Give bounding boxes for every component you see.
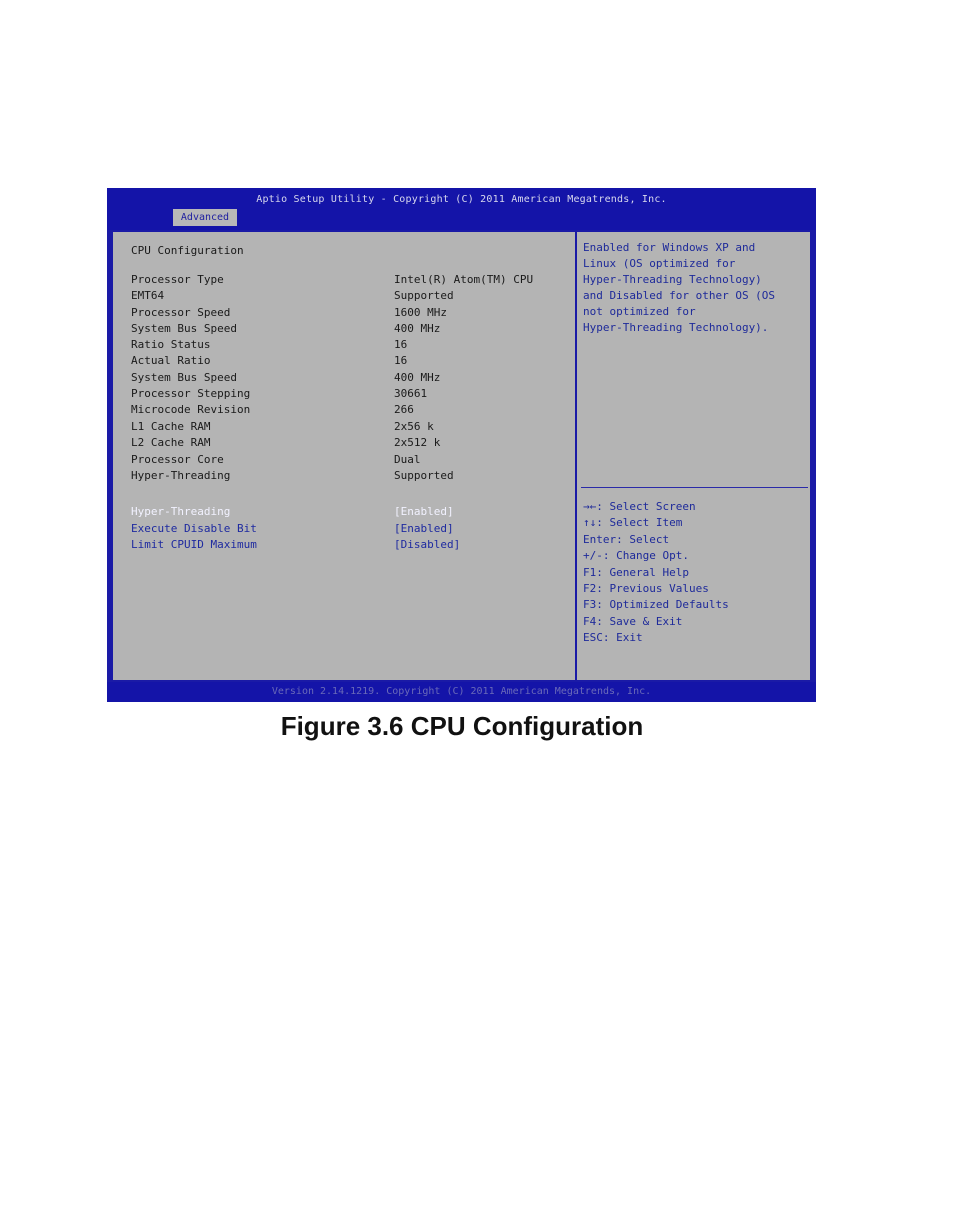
figure-caption: Figure 3.6 CPU Configuration bbox=[280, 711, 644, 741]
key-select-item: ↑↓: Select Item bbox=[583, 516, 683, 530]
info-row bbox=[131, 387, 571, 403]
info-label: System Bus Speed bbox=[131, 371, 237, 384]
help-line: Enabled for Windows XP and bbox=[583, 241, 756, 254]
option-hyper-threading[interactable] bbox=[131, 505, 571, 521]
info-label: Ratio Status bbox=[131, 338, 211, 351]
footer-text: Version 2.14.1219. Copyright (C) 2011 American Megatrends, Inc. bbox=[271, 686, 652, 697]
info-value: Supported bbox=[394, 289, 454, 302]
info-label: Microcode Revision bbox=[131, 403, 251, 416]
option-label: Hyper-Threading bbox=[131, 505, 231, 518]
info-row bbox=[131, 371, 571, 387]
bios-window bbox=[107, 188, 816, 702]
bios-header bbox=[107, 188, 816, 230]
key-optimized-defaults: F3: Optimized Defaults bbox=[583, 598, 729, 612]
section-title: CPU Configuration bbox=[131, 244, 244, 257]
help-panel bbox=[575, 230, 812, 682]
info-row bbox=[131, 469, 571, 485]
help-text bbox=[583, 240, 808, 336]
info-value: 1600 MHz bbox=[394, 306, 447, 319]
info-value: 16 bbox=[394, 338, 408, 351]
help-line: not optimized for bbox=[583, 305, 696, 318]
option-value[interactable]: [Enabled] bbox=[394, 522, 454, 535]
key-save-exit: F4: Save & Exit bbox=[583, 614, 683, 628]
main-panel bbox=[111, 230, 579, 682]
option-label: Limit CPUID Maximum bbox=[131, 538, 257, 551]
info-label: Processor Stepping bbox=[131, 387, 251, 400]
info-label: Processor Speed bbox=[131, 306, 231, 319]
help-divider bbox=[581, 487, 808, 488]
bios-title: Aptio Setup Utility - Copyright (C) 2011 American Megatrends, Inc. bbox=[256, 194, 667, 205]
key-select-screen: →←: Select Screen bbox=[583, 500, 696, 513]
info-label: Hyper-Threading bbox=[131, 469, 231, 482]
info-row bbox=[131, 453, 571, 469]
info-row bbox=[131, 436, 571, 452]
help-line: and Disabled for other OS (OS bbox=[583, 289, 776, 302]
key-general-help: F1: General Help bbox=[583, 565, 689, 579]
info-value: 400 MHz bbox=[394, 371, 441, 384]
info-value: 400 MHz bbox=[394, 322, 441, 335]
info-value: 2x512 k bbox=[394, 436, 441, 449]
key-legend bbox=[583, 499, 808, 647]
info-row bbox=[131, 273, 571, 289]
option-label: Execute Disable Bit bbox=[131, 522, 257, 535]
info-row bbox=[131, 420, 571, 436]
option-value[interactable]: [Enabled] bbox=[394, 505, 454, 518]
info-label: Processor Core bbox=[131, 453, 224, 466]
info-label: Actual Ratio bbox=[131, 354, 211, 367]
key-previous-values: F2: Previous Values bbox=[583, 582, 709, 596]
info-value: 2x56 k bbox=[394, 420, 434, 433]
info-label: Processor Type bbox=[131, 273, 224, 286]
info-row bbox=[131, 403, 571, 419]
info-row bbox=[131, 306, 571, 322]
info-row bbox=[131, 354, 571, 370]
help-line: Linux (OS optimized for bbox=[583, 257, 736, 270]
info-label: L2 Cache RAM bbox=[131, 436, 211, 449]
bios-footer bbox=[107, 682, 816, 702]
tab-advanced[interactable]: Advanced bbox=[173, 209, 237, 226]
info-row bbox=[131, 289, 571, 305]
key-change-opt: +/-: Change Opt. bbox=[583, 549, 689, 563]
info-value: Supported bbox=[394, 469, 454, 482]
info-value: 16 bbox=[394, 354, 408, 367]
info-label: L1 Cache RAM bbox=[131, 420, 211, 433]
info-row bbox=[131, 322, 571, 338]
help-line: Hyper-Threading Technology). bbox=[583, 321, 769, 334]
key-enter-select: Enter: Select bbox=[583, 532, 670, 546]
option-execute-disable-bit[interactable] bbox=[131, 522, 571, 538]
help-line: Hyper-Threading Technology) bbox=[583, 273, 762, 286]
key-esc-exit: ESC: Exit bbox=[583, 631, 643, 645]
info-value: 266 bbox=[394, 403, 414, 416]
info-label: System Bus Speed bbox=[131, 322, 237, 335]
info-value: Intel(R) Atom(TM) CPU bbox=[394, 273, 534, 286]
option-value[interactable]: [Disabled] bbox=[394, 538, 461, 551]
info-value: Dual bbox=[394, 453, 421, 466]
info-value: 30661 bbox=[394, 387, 428, 400]
info-row bbox=[131, 338, 571, 354]
info-label: EMT64 bbox=[131, 289, 165, 302]
option-limit-cpuid-maximum[interactable] bbox=[131, 538, 571, 554]
